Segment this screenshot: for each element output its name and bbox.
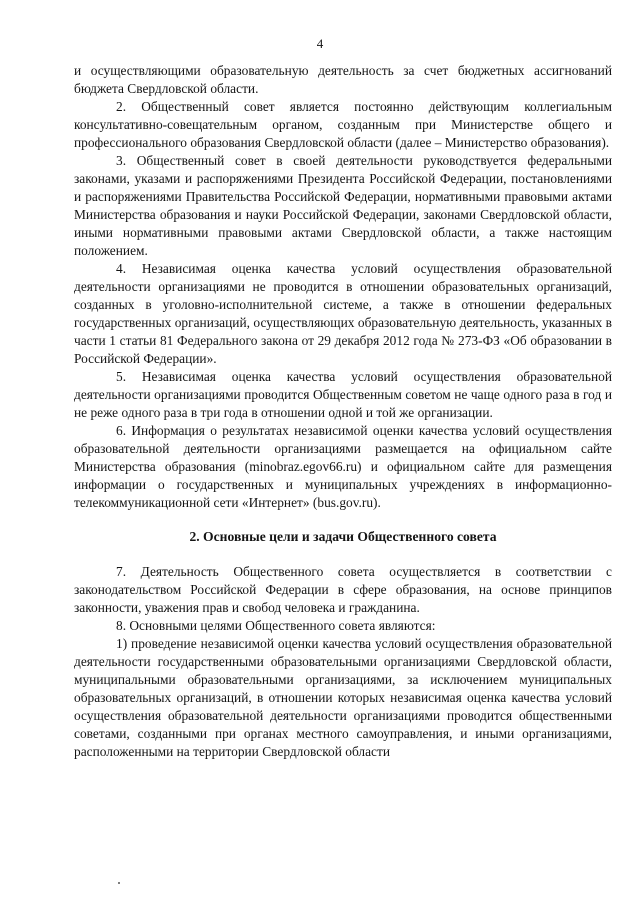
paragraph: 3. Общественный совет в своей деятельности руководствуется федеральными законами, указами и распоряжениями Президента Российской Федерации, постановлениями и распоряжениями Правительства Российской Федерации, нормативными правовыми актами Министерства образования и науки Российской Федерации, законами Свердловской области, иными нормативными правовыми актами Свердловской области, а также настоящим положением.	[74, 153, 612, 258]
paragraph: и осуществляющими образовательную деятельность за счет бюджетных ассигнований бюджета Свердловской области.	[74, 63, 612, 96]
paragraph: 6. Информация о результатах независимой оценки качества условий осуществления образовательной деятельности организациями размещается на официальном сайте Министерства образования (minobraz.egov66.ru) и официальном сайте для размещения информации о государственных и муниципальных учреждениях в информационно-телекоммуникационной сети «Интернет» (bus.gov.ru).	[74, 423, 612, 510]
page-number: 4	[316, 36, 324, 51]
document-body	[74, 62, 612, 761]
section-heading: 2. Основные цели и задачи Общественного совета	[189, 529, 497, 544]
paragraph: 5. Независимая оценка качества условий осуществления образовательной деятельности организациями проводится Общественным советом не чаще одного раза в год и не реже одного раза в три года в отношении одной и той же организации.	[74, 369, 612, 420]
scan-speck	[118, 882, 120, 884]
paragraph: 7. Деятельность Общественного совета осуществляется в соответствии с законодательством Российской Федерации в сфере образования, на основе принципов законности, уважения прав и свобод человека и гражданина.	[74, 564, 612, 615]
paragraph: 2. Общественный совет является постоянно действующим коллегиальным консультативно-совещательным органом, созданным при Министерстве общего и профессионального образования Свердловской области (далее – Министерство образования).	[74, 99, 612, 150]
paragraph: 4. Независимая оценка качества условий осуществления образовательной деятельности организациями не проводится в отношении образовательных организаций, созданных в уголовно-исполнительной системе, а также в отношении федеральных государственных организаций, осуществляющих образовательную деятельность, указанных в части 1 статьи 81 Федерального закона от 29 декабря 2012 года № 273-ФЗ «Об образовании в Российской Федерации».	[74, 261, 612, 366]
paragraph: 1) проведение независимой оценки качества условий осуществления образовательной деятельности государственными образовательными организациями Свердловской области, муниципальными образовательными организациями, за исключением муниципальных образовательных организаций, в отношении которых независимая оценка качества условий осуществления образовательной деятельности организациями проводится общественными советами, созданными при органах местного самоуправления, и иными организациями, расположенными на территории Свердловской области	[74, 636, 612, 759]
paragraph: 8. Основными целями Общественного совета являются:	[116, 618, 436, 633]
